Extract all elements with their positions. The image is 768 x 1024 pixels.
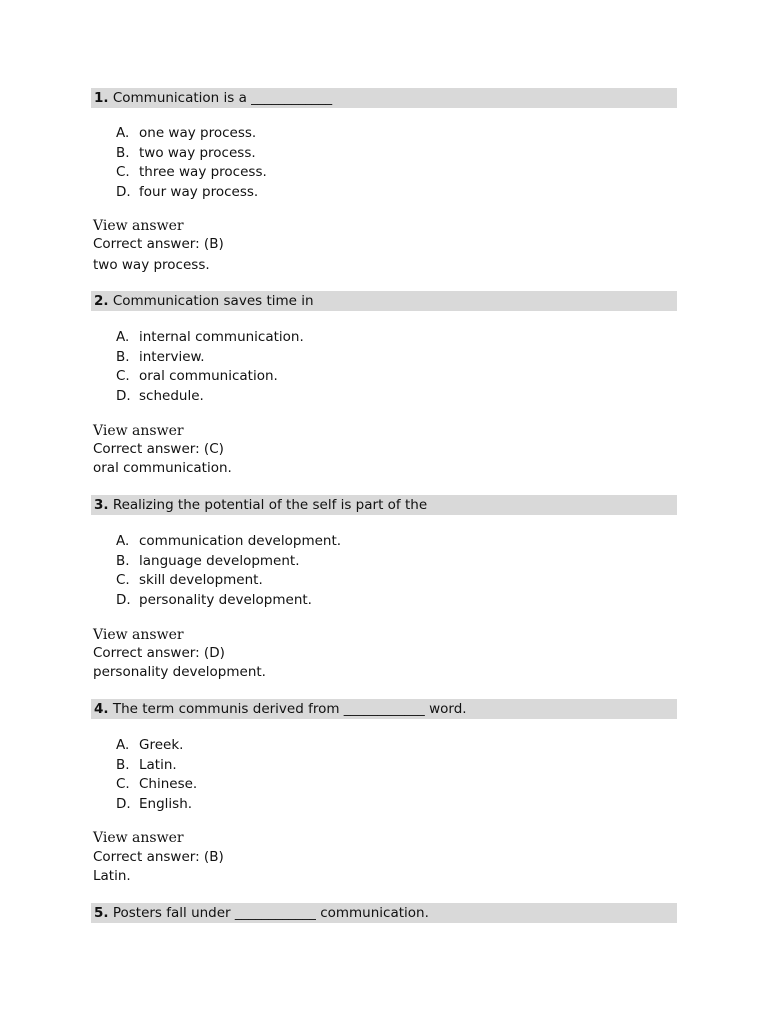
correct-answer-label: Correct answer: (B) (93, 849, 224, 865)
option-text: three way process. (139, 164, 267, 180)
option-d (116, 591, 341, 611)
correct-answer-text: oral communication. (93, 460, 232, 476)
option-text: schedule. (139, 387, 204, 404)
question-number: 1. (94, 90, 109, 106)
option-text: oral communication. (139, 368, 278, 384)
option-letter: D. (116, 591, 131, 608)
option-text: personality development. (139, 591, 312, 608)
question-number: 5. (94, 905, 109, 921)
option-letter: C. (116, 368, 130, 384)
option-text: internal communication. (139, 329, 304, 345)
question-2-options (116, 328, 304, 406)
option-a (116, 736, 197, 756)
correct-answer-text: personality development. (93, 664, 266, 680)
question-text: Communication is a ____________ (112, 90, 333, 106)
view-answer-link[interactable]: View answer (93, 218, 184, 234)
option-text: Greek. (139, 737, 184, 753)
option-letter: A. (116, 737, 130, 753)
option-b (116, 144, 267, 164)
option-letter: C. (116, 164, 130, 180)
question-2-header (91, 291, 677, 311)
option-a (116, 532, 341, 552)
option-d (116, 387, 304, 407)
question-3-header (91, 495, 677, 515)
option-b (116, 756, 197, 776)
option-letter: B. (116, 552, 130, 569)
option-letter: B. (116, 144, 130, 161)
option-letter: C. (116, 572, 130, 588)
option-d (116, 795, 197, 815)
option-letter: C. (116, 776, 130, 792)
view-answer-link[interactable]: View answer (93, 423, 184, 439)
option-c (116, 775, 197, 795)
view-answer-link[interactable]: View answer (93, 830, 184, 846)
question-4-options (116, 736, 197, 814)
question-number: 2. (94, 293, 109, 309)
option-text: communication development. (139, 533, 342, 549)
question-text: The term communis derived from ____________ word. (112, 701, 467, 717)
option-text: English. (139, 795, 193, 812)
question-1-header (91, 88, 677, 108)
option-letter: B. (116, 348, 130, 365)
option-text: four way process. (139, 183, 259, 200)
option-letter: D. (116, 183, 131, 200)
correct-answer-label: Correct answer: (B) (93, 236, 224, 252)
view-answer-link[interactable]: View answer (93, 627, 184, 643)
question-number: 4. (94, 701, 109, 717)
question-text: Posters fall under ____________ communication. (112, 905, 429, 921)
question-1-options (116, 124, 267, 202)
correct-answer-label: Correct answer: (C) (93, 441, 224, 457)
option-c (116, 163, 267, 183)
option-c (116, 367, 304, 387)
option-letter: A. (116, 125, 130, 141)
question-text: Communication saves time in (112, 293, 314, 309)
option-letter: B. (116, 756, 130, 773)
question-4-header (91, 699, 677, 719)
option-letter: A. (116, 533, 130, 549)
option-b (116, 552, 341, 572)
option-letter: A. (116, 329, 130, 345)
option-a (116, 328, 304, 348)
option-letter: D. (116, 795, 131, 812)
option-b (116, 348, 304, 368)
correct-answer-text: Latin. (93, 868, 131, 884)
question-number: 3. (94, 497, 109, 513)
question-text: Realizing the potential of the self is part of the (112, 497, 428, 513)
option-letter: D. (116, 387, 131, 404)
correct-answer-label: Correct answer: (D) (93, 645, 225, 661)
option-d (116, 183, 267, 203)
option-text: language development. (139, 552, 300, 569)
option-text: interview. (139, 348, 205, 365)
question-5-header (91, 903, 677, 923)
option-c (116, 571, 341, 591)
option-text: skill development. (139, 572, 263, 588)
option-text: Chinese. (139, 776, 198, 792)
option-text: one way process. (139, 125, 257, 141)
option-text: Latin. (139, 756, 177, 773)
option-a (116, 124, 267, 144)
question-3-options (116, 532, 341, 610)
option-text: two way process. (139, 144, 256, 161)
correct-answer-text: two way process. (93, 257, 210, 273)
